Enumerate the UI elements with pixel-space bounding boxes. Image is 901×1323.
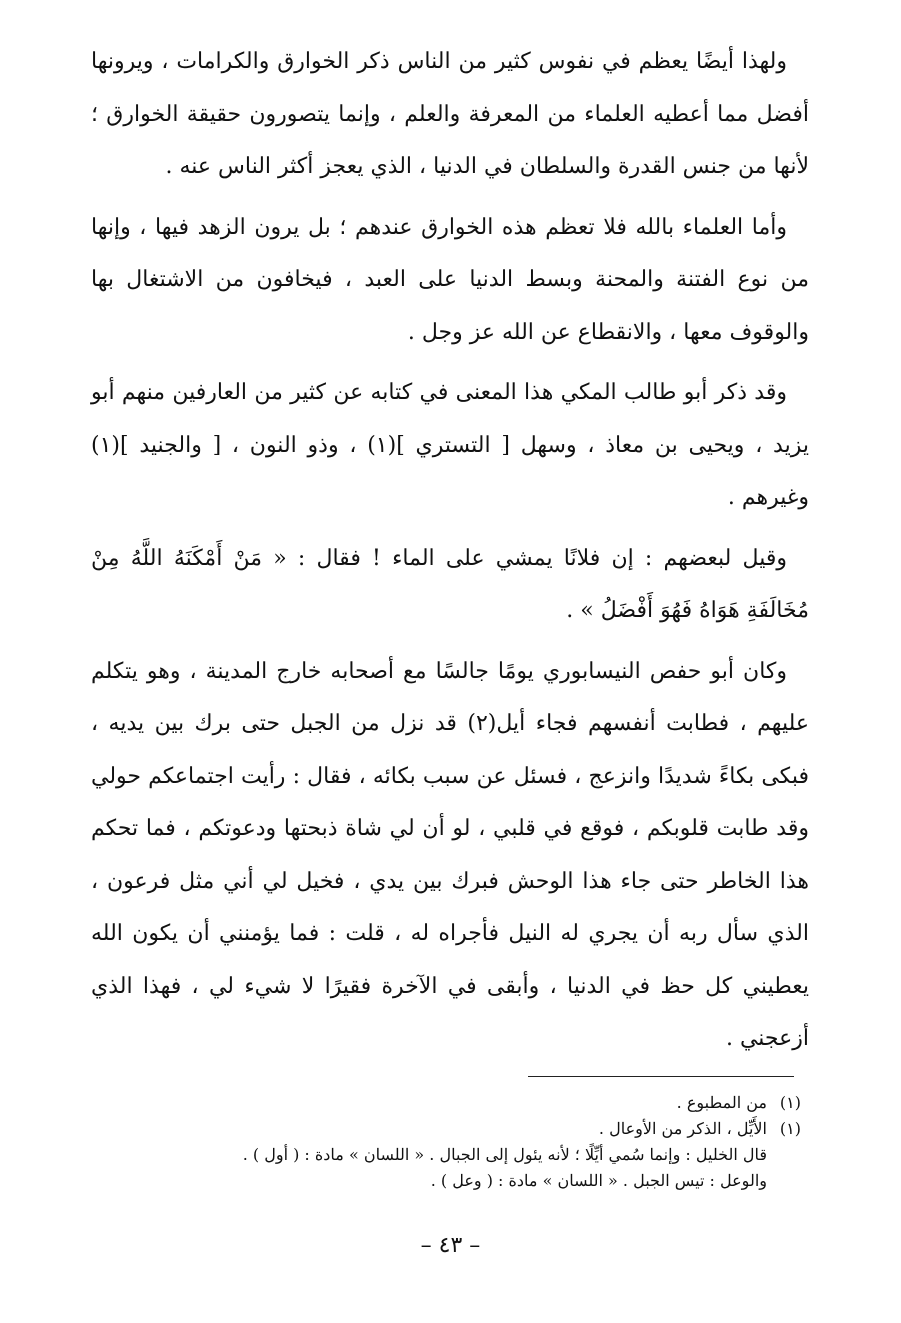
page-number: – ٤٣ – xyxy=(420,1233,481,1258)
paragraph-1: ولهذا أيضًا يعظم في نفوس كثير من الناس ذكر الخوارق والكرامات ، ويرونها أفضل مما أعطيه العلماء من المعرفة والعلم ، وإنما يتصورون حقيقة الخوارق ؛ لأنها من جنس القدرة والسلطان في الدنيا ، الذي يعجز أكثر الناس عنه . xyxy=(91,49,809,179)
footnote-2 xyxy=(81,1116,801,1142)
paragraph-3: وقد ذكر أبو طالب المكي هذا المعنى في كتابه عن كثير من العارفين منهم أبو يزيد ، ويحيى بن معاذ ، وسهل [ التستري ](١) ، وذو النون ، [ والجنيد ](١) وغيرهم . xyxy=(91,380,809,510)
footnote-text: الأَيِّل ، الذكر من الأوعال . xyxy=(598,1119,767,1138)
footnote-text: قال الخليل : وإنما سُمي أيِّلًا ؛ لأنه يئول إلى الجبال . « اللسان » مادة : ( أول ) . xyxy=(242,1145,767,1164)
footnote-divider xyxy=(528,1076,794,1077)
footnote-2-continuation xyxy=(81,1168,801,1194)
footnote-text: من المطبوع . xyxy=(676,1093,767,1112)
footnote-text: والوعل : تيس الجبل . « اللسان » مادة : ( وعل ) . xyxy=(430,1171,767,1190)
footnote-number: (١) xyxy=(779,1093,801,1112)
footnote-2-continuation xyxy=(81,1142,801,1168)
footnote-number: (١) xyxy=(779,1119,801,1138)
paragraph-2: وأما العلماء بالله فلا تعظم هذه الخوارق عندهم ؛ بل يرون الزهد فيها ، وإنها من نوع الفتنة والمحنة وبسط الدنيا على العبد ، فيخافون من الاشتغال بها والوقوف معها ، والانقطاع عن الله عز وجل . xyxy=(91,214,809,345)
footnote-1 xyxy=(81,1090,801,1116)
page-body xyxy=(91,36,809,1070)
paragraph-4: وقيل لبعضهم : إن فلانًا يمشي على الماء ! فقال : « مَنْ أَمْكَنَهُ اللَّهُ مِنْ مُخَالَفَةِ هَوَاهُ فَهُوَ أَفْضَلُ » . xyxy=(91,545,809,623)
paragraph-5: وكان أبو حفص النيسابوري يومًا جالسًا مع أصحابه خارج المدينة ، وهو يتكلم عليهم ، فطابت أنفسهم فجاء أيل(٢) قد نزل من الجبل حتى برك بين يديه ، فبكى بكاءً شديدًا وانزعج ، فسئل عن سبب بكائه ، فقال : رأيت اجتماعكم حولي وقد طابت قلوبكم ، فوقع في قلبي ، لو أن لي شاة ذبحتها ودعوتكم ، فما تحكم هذا الخاطر حتى جاء هذا الوحش فبرك بين يدي ، فخيل لي أني مثل فرعون ، الذي سأل ربه أن يجري له النيل فأجراه له ، قلت : فما يؤمنني أن يكون الله يعطيني كل حظ في الدنيا ، وأبقى في الآخرة فقيرًا لا شيء لي ، فهذا الذي أزعجني . xyxy=(91,658,809,1051)
footnotes xyxy=(81,1090,801,1194)
